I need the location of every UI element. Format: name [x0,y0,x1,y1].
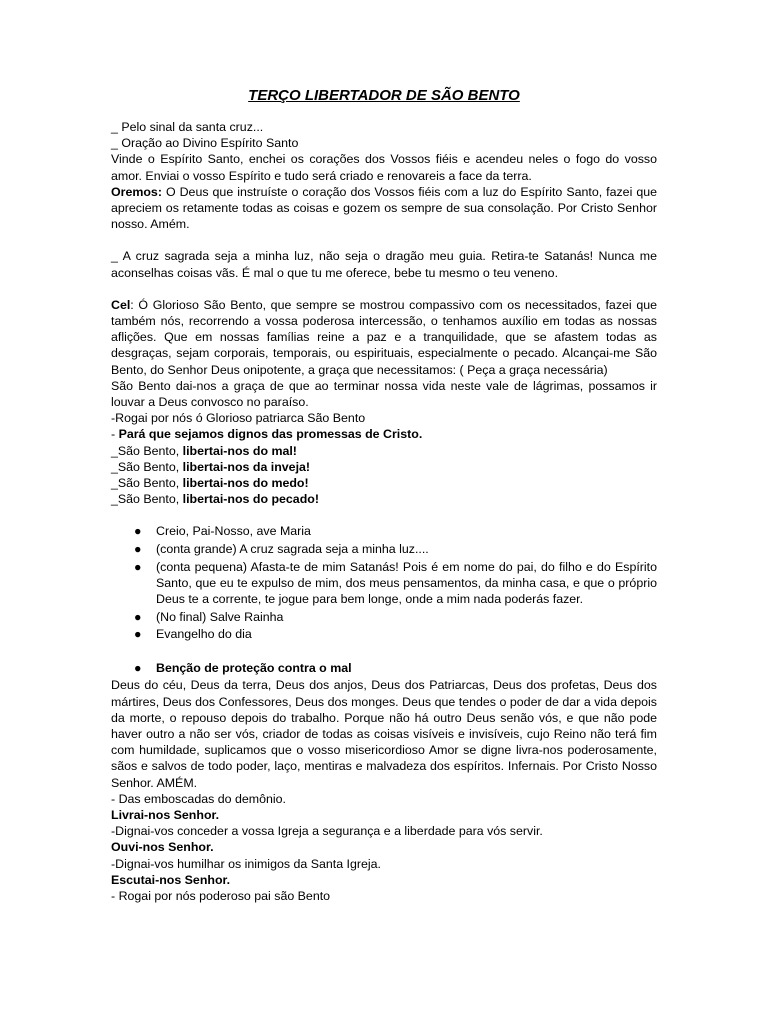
sao-bento-grace-paragraph: São Bento dai-nos a graça de que ao terminar nossa vida neste vale de lágrimas, possamos ir louvar a Deus convosco no paraíso. [111,378,657,410]
libertai-text: libertai-nos do mal! [182,443,297,458]
bullet-icon: ● [134,524,142,539]
libertai-line-1 [111,443,657,459]
bullet-icon: ● [134,627,142,642]
rosary-steps-list [111,523,657,642]
list-item [134,523,657,539]
oremos-paragraph [111,184,657,233]
litany-line: - Das emboscadas do demônio. [111,791,286,806]
libertai-prefix: _São Bento, [111,476,183,491]
cel-label: Cel [111,297,131,312]
litany-response-text: Ouvi-nos Senhor. [111,840,214,855]
blessing-text: Deus do céu, Deus da terra, Deus dos anjos, Deus dos Patriarcas, Deus dos profetas, Deus dos mártires, Deus dos Confessores, Deus dos monges. Deus que tendes o poder de dar a vida depois da morte, o repouso depois do trabalho. Porque não há outro Deus senão vós, e que não pode haver outro a não ser vós, criador de todas as coisas visíveis e invisíveis, cujo Reino não terá fim com humildade, suplicamos que o vosso misericordioso Amor se digne livra-nos poderosamente, sãos e salvos de todo poder, laço, mentiras e malvadeza dos espíritos. Infernais. Por Cristo Nosso Senhor. AMÉM. [111,678,657,790]
libertai-text: libertai-nos da inveja! [182,459,311,474]
list-item-text: (No final) Salve Rainha [156,609,284,624]
blessing-heading: Benção de proteção contra o mal [156,660,352,675]
litany-response [111,839,657,855]
page-title: TERÇO LIBERTADOR DE SÃO BENTO [248,87,520,104]
holy-spirit-prayer-heading: _ Oração ao Divino Espírito Santo [111,136,299,151]
cel-paragraph [111,297,657,378]
libertai-prefix: _São Bento, [111,459,183,474]
litany-line: - Rogai por nós poderoso pai são Bento [111,889,331,904]
litany-response-text: Livrai-nos Senhor. [111,808,220,823]
libertai-text: libertai-nos do medo! [182,476,309,491]
para-line [111,426,657,442]
libertai-prefix: _São Bento, [111,443,183,458]
oremos-label: Oremos: [111,184,162,199]
list-item [134,541,657,557]
libertai-line-2 [111,459,657,475]
libertai-line-4 [111,491,657,507]
oremos-text: O Deus que instruíste o coração dos Vossos fiéis com a luz do Espírito Santo, fazei que apreciem os retamente todas as coisas e gozem os sempre de sua consolação. Por Cristo Senhor nosso. Amém. [111,184,657,232]
rogai-line: -Rogai por nós ó Glorioso patriarca São Bento [111,411,366,426]
para-dash: - [111,427,119,442]
litany-response [111,872,657,888]
list-item-text: (conta pequena) Afasta-te de mim Satanás! Pois é em nome do pai, do filho e do Espírito Santo, que eu te expulso de mim, dos meus pensamentos, da minha casa, e que o próprio Deus te a corrente, te jogue para bem longe, onde a mim nada poderás fazer. [156,559,657,607]
list-item [134,660,657,676]
litany-response-text: Escutai-nos Senhor. [111,872,231,887]
libertai-line-3 [111,475,657,491]
holy-spirit-prayer-text: Vinde o Espírito Santo, enchei os corações dos Vossos fiéis e acendeu neles o fogo do vosso amor. Enviai o vosso Espírito e tudo será criado e renovareis a face da terra. [111,152,657,183]
bullet-icon: ● [134,542,142,557]
list-item [134,559,657,608]
litany-line: -Dignai-vos conceder a vossa Igreja a segurança e a liberdade para vós servir. [111,824,543,839]
litany-response [111,807,657,823]
cel-text: : Ó Glorioso São Bento, que sempre se mostrou compassivo com os necessitados, fazei que também nós, recorrendo a vossa poderosa intercessão, o tenhamos auxílio em todas as nossas aflições. Que em nossas famílias reine a paz e a tranquilidade, que se afastem todas as desgraças, sejam corporais, temporais, ou espirituais, especialmente o pecado. Alcançai-me São Bento, do Senhor Deus onipotente, a graça que necessitamos: ( Peça a graça necessária) [111,297,657,377]
para-bold-text: Pará que sejamos dignos das promessas de Cristo. [118,427,423,442]
blessing-heading-list [111,660,657,676]
libertai-prefix: _São Bento, [111,492,183,507]
bullet-icon: ● [134,559,142,574]
bullet-icon: ● [134,609,142,624]
libertai-text: libertai-nos do pecado! [182,492,319,507]
list-item-text: Evangelho do dia [156,627,252,642]
bullet-icon: ● [134,660,142,675]
list-item-text: (conta grande) A cruz sagrada seja a minha luz.... [156,542,429,557]
list-item [134,626,657,642]
list-item [134,609,657,625]
list-item-text: Creio, Pai-Nosso, ave Maria [156,524,311,539]
litany-line: -Dignai-vos humilhar os inimigos da Santa Igreja. [111,856,381,871]
cross-prayer-paragraph: _ A cruz sagrada seja a minha luz, não seja o dragão meu guia. Retira-te Satanás! Nunca me aconselhas coisas vãs. É mal o que tu me oferece, bebe tu mesmo o teu veneno. [111,249,657,280]
sign-of-cross-line: _ Pelo sinal da santa cruz... [111,120,264,134]
